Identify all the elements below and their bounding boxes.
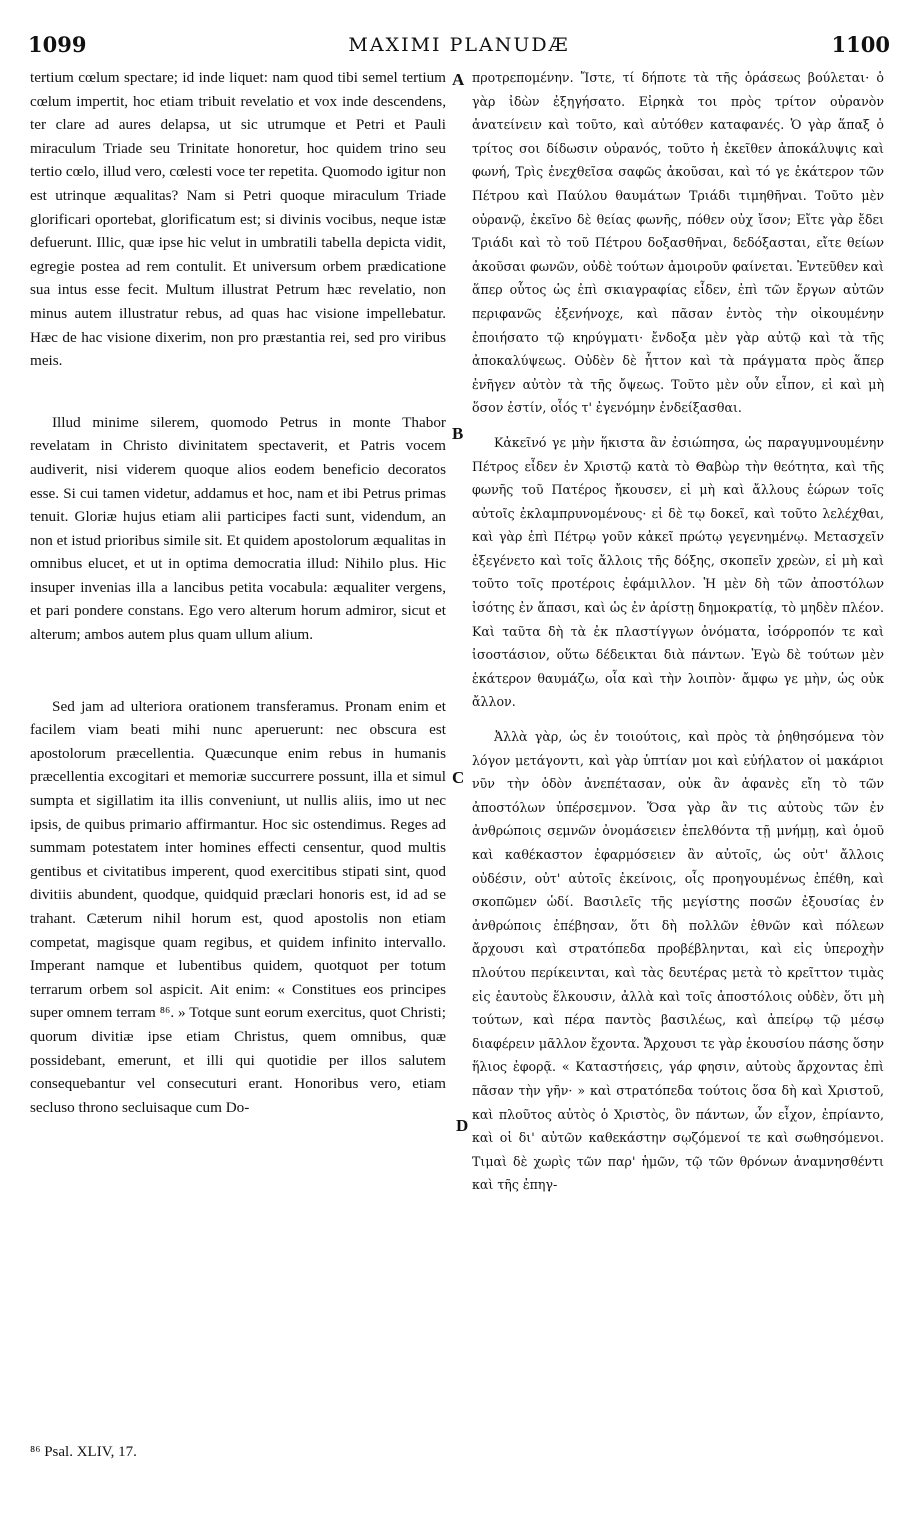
margin-marker-d: D (456, 1116, 469, 1135)
running-title: MAXIMI PLANUDÆ (348, 34, 570, 56)
page-header (28, 32, 890, 62)
latin-paragraph: tertium cœlum spectare; id inde liquet: nam quod tibi semel tertium cœlum impertit, hoc etiam tribuit revelatio et vox inde descendens, ter clare ad aures delapsa, ut sic utrumque et Petri et Pauli miraculum Triade seu Trinitate honoretur, hoc quidem trino seu tertio cœlo, illud vero, cœlesti voce ter repetita. Quomodo igitur non est utrinque æqualitas? Nam si Petri quoque miraculum Triade glorificari oportebat, glorificatum est; si divinis vocibus, neque istæ defuerunt. Illic, quæ ipse hic velut in umbratili tabella depicta vidit, egregie postea ad rem contulit. Et universum orbem prædicatione sua intus esse fecit. Multum illustrat Petrum hæc revelatio, non minus autem illustratur rebus, ad quas hac visione impellebatur. Hæc de hac visione dixerim, non pro præstantia rei, sed pro viribus meis. (30, 69, 446, 370)
greek-column (472, 66, 884, 1197)
margin-marker-b: B (452, 424, 464, 443)
page-number-right: 1100 (831, 32, 890, 57)
latin-paragraph: Sed jam ad ulteriora orationem transferamus. Pronam enim et facilem viam beati mihi nunc aperuerunt: nec obscura est apostolorum præcellentia. Quæcunque enim rebus in humanis præcellentia excogitari et memoriæ succurrere possunt, illa et simul sumpta et sigillatim ita illis conveniunt, ut nullis aliis, imo ut nec ipsis, de quibus primario affirmantur. Hoc sic ostendimus. Reges ad summam potestatem inter homines effecti censentur, quod multis gentibus et civitatibus imperent, quod exercitibus stipati sint, quod divitiis abundent, quodque, quidquid præclari honoris est, id ad se trahant. Cæterum nihil horum est, quod apostolis non etiam competat, magisque quam regibus, et quidem infinito intervallo. Imperant namque et lubentibus quidem, quotquot per totum terrarum orbem sol aspicit. Ait enim: « Constitues eos principes super omnem terram ⁸⁶. » Totque sunt eorum exercitus, quot Christi; quorum divitiæ ipse etiam Christus, quem omnibus, quæ possidebant, emerunt, et illi qui quotidie per illos salutem consequebantur vel consecuturi erant. Honoribus vero, etiam secluso throno secluisaque cum Do- (30, 697, 446, 1116)
greek-paragraph: Κἀκεῖνό γε μὴν ἥκιστα ἂν ἐσιώπησα, ὡς παραγυμνουμένην Πέτρος εἶδεν ἐν Χριστῷ κατὰ τὸ Θαβὼρ τὴν θεότητα, καὶ τῆς φωνῆς τοῦ Πατέρος ἤκουσεν, εἰ μὴ καὶ ἄλλους ἑώρων τοῖς αὐτοῖς ἐκλαμπρυνομένους· εἰ δὲ τῳ δοκεῖ, καὶ τοῦτο λελέχθαι, καὶ γὰρ ἐπὶ Πέτρῳ γοῦν κἀκεῖ πρώτῳ γεγενημένῳ. Μετασχεῖν ἐξεγένετο καὶ τοῖς ἄλλοις τῆς δόξης, σκοπεῖν χρεὼν, εἰ μὴ καὶ τοῦτο τοῖς προτέροις ἐφάμιλλον. Ἡ μὲν δὴ τῶν ἀποστόλων ἰσότης ἐν ἅπασι, καὶ ὡς ἐν ἀρίστῃ δημοκρατίᾳ, τὸ μηδὲν πλέον. Καὶ ταῦτα δὴ τὰ ἐκ πλαστίγγων ὀνόματα, ἰσόρροπόν τε καὶ ἰσοστάσιον, οὕτω δέδεικται διὰ πάντων. Ἐγὼ δὲ τούτων μὲν ἑκάτερον θαυμάζω, οἷα καὶ τὴν λοιπὸν· ἄμφω γε μὴν, ὡς οὐκ ἄλλον. (472, 434, 884, 710)
margin-marker-a: A (452, 70, 465, 89)
greek-paragraph: Ἀλλὰ γὰρ, ὡς ἐν τοιούτοις, καὶ πρὸς τὰ ῥηθησόμενα τὸν λόγον μετάγοντι, καὶ γὰρ ὑπτίαν μοι καὶ εὐήλατον οἱ μακάριοι νῦν τὴν ὁδὸν ἀνεπέτασαν, οὐκ ἂν ἀφανὲς εἴη τὸ τῶν ἀποστόλων ὑπέρσεμνον. Ὅσα γὰρ ἂν τις αὐτοὺς τῶν ἐν ἀνθρώποις σεμνῶν ὀνομάσειεν ἐπελθόντα τῇ μνήμῃ, καὶ ὁμοῦ καὶ καθέκαστον ἐφαρμόσειεν ἂν αὐτοῖς, ὡς οὐτ' ἄλλοις οὐδέσιν, οὐτ' αὐτοῖς ἐκείνοις, οἷς προηγουμένως ἐπέθη, καὶ σκοπῶμεν ὡδί. Βασιλεῖς τῆς μεγίστης ποσῶν ἐξουσίας ἐν ἀνθρώποις ἐπέβησαν, ὅτι δὴ πολλῶν ἐθνῶν καὶ πόλεων ἄρχουσι καὶ στρατόπεδα προβέβληνται, καὶ εἰς ὑπεροχὴν πλούτου περίκεινται, καὶ τὰς δευτέρας μετὰ τὸ κρεῖττον τιμὰς εἰς ἑαυτοὺς ἕλκουσιν, ἀλλὰ καὶ τοῖς ἀποστόλοις οὐδὲν, ὅτι μὴ τούτων, καὶ πέρα παντὸς βασιλέως, καὶ ἀπείρῳ τῷ μέσῳ διαφέρειν μᾶλλον ἔχοντα. Ἄρχουσι τε γὰρ ἑκουσίου πάσης ὅσην ἥλιος ἐφορᾷ. « Καταστήσεις, γάρ φησιν, αὐτοὺς ἄρχοντας ἐπὶ πᾶσαν τὴν γῆν· » καὶ στρατόπεδα τούτοις ὅσα δὴ καὶ Χριστοῦ, καὶ πλοῦτος αὐτὸς ὁ Χριστὸς, ὃν πάντων, ὧν εἶχον, ἐπρίαντο, καὶ οἱ δι' αὐτῶν καθεκάστην σῳζόμενοί τε καὶ σωθησόμενοι. Τιμαὶ δὲ χωρὶς τῶν παρ' ἡμῶν, τῷ τῶν θρόνων ἀναμνησθέντι καὶ τῆς ἐπηγ- (472, 729, 884, 1193)
greek-paragraph: προτρεπομένην. Ἴστε, τί δήποτε τὰ τῆς ὁράσεως βούλεται· ὁ γὰρ ἰδὼν ἐξηγήσατο. Εἰρηκὰ τοι πρὸς τρίτον οὐρανὸν ἀνατείνειν καὶ τοῦτο, καὶ αὐτόθεν καταφανές. Ὁ γὰρ ἅπαξ ὁ τρίτος σοι δίδωσιν οὐρανός, τοῦτο ἡ ἐκεῖθεν ἀποκάλυψις καὶ φωνή, Τρὶς ἐνεχθεῖσα σαφῶς ἀκοῦσαι, καὶ τό γε ἑκάτερον τῶν Πέτρου καὶ Παύλου θαυμάτων Τριάδι τιμηθῆναι. Τοῦτο μὲν οὐρανῷ, ἐκεῖνο δὲ θείας φωνῆς, πόθεν οὐχ ἴσον; Εἴτε γὰρ ἔδει Τριάδι καὶ τὸ τοῦ Πέτρου δοξασθῆναι, δεδόξασται, εἴτε θείων ἀκοῦσαι φωνῶν, οὐδὲ τούτων ἀμοιροῦν φαίνεται. Ἐντεῦθεν καὶ ἅπερ οὗτος ὡς ἐπὶ σκιαγραφίας εἶδεν, ἐπὶ τῶν ἔργων αὐτῶν περιφανῶς ἐξενήνοχε, καὶ πᾶσαν ἐντὸς τὴν οἰκουμένην ἐποιήσατο τῷ κηρύγματι· ἔνδοξα μὲν γὰρ αὐτῷ καὶ τὰ τῆς ἀποκαλύψεως. Οὐδὲν δὲ ἧττον καὶ τὰ πράγματα πρὸς ἅπερ ἐνῆγεν αὐτὸν τὰ τῆς ὄψεως. Τοῦτο μὲν οὖν εἶπον, εἰ καὶ μὴ ὅσον ἐστίν, οἷός τ' ἐγενόμην ἐνδείξασθαι. (472, 70, 884, 416)
margin-marker-c: C (452, 768, 465, 787)
footnote: ⁸⁶ Psal. XLIV, 17. (30, 1444, 137, 1460)
latin-column (30, 66, 446, 1119)
latin-paragraph: Illud minime silerem, quomodo Petrus in monte Thabor revelatam in Christo divinitatem spectaverit, et Patris vocem audiverit, nisi viderem quoque alios eodem beneficio decoratos esse. Si cui tamen videtur, addamus et hoc, nam et ibi Petrus primas tenuit. Gloriæ hujus etiam alii participes facti sunt, videndum, an non et istud prioribus simile sit. Et quidem apostolorum æqualitas in omnibus elucet, et ut in optima democratia illud: Nihilo plus. Hic insuper invenias illa a lancibus petita vocabula: æqualiter vergens, et pari pondere constans. Ego vero alterum horum admiror, sicut et alterum; ambos autem plus quam ullum alium. (30, 413, 446, 644)
page-number-left: 1099 (28, 32, 87, 57)
